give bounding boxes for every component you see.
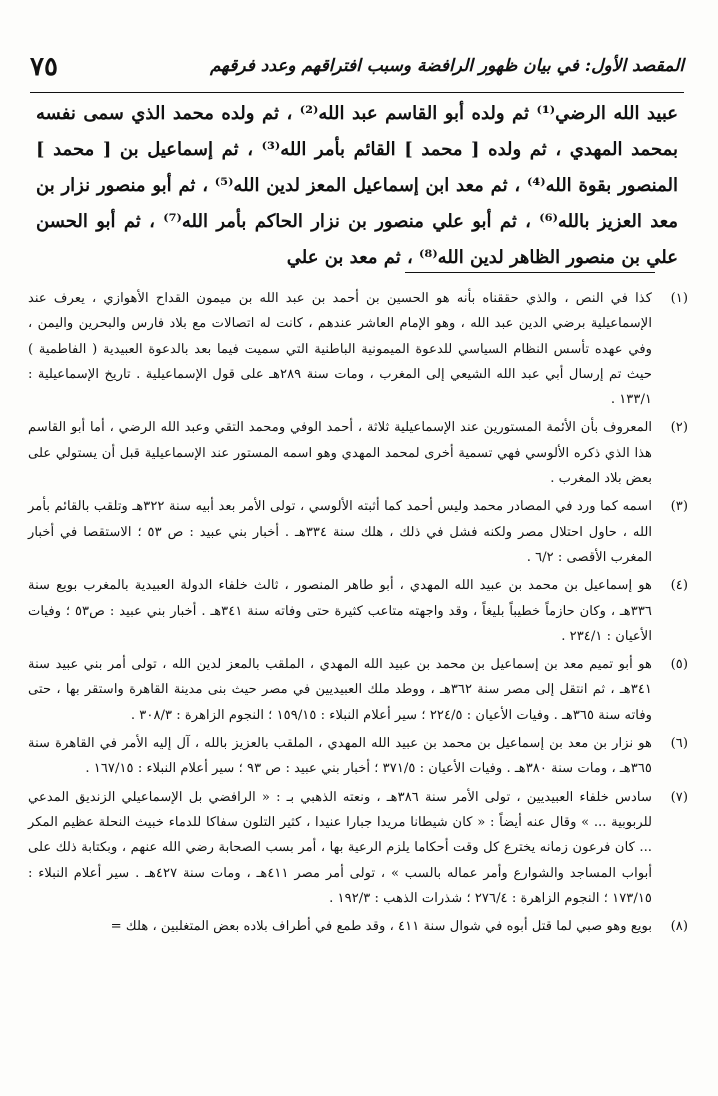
footnote-7 [28,785,690,911]
footnote-text: هو نزار بن معد بن إسماعيل بن محمد بن عبيد الله المهدي ، الملقب بالعزيز بالله ، آل إليه الأمر في القاهرة سنة ٣٦٥هـ ، ومات سنة ٣٨٠هـ . وفيات الأعيان : ٣٧١/٥ ؛ أخبار بني عبيد : ص ٩٣ ؛ سير أعلام النبلاء : ١٦٧/١٥ . [28,736,652,777]
page-header [30,52,684,92]
footnote-text: المعروف بأن الأئمة المستورين عند الإسماعيلية ثلاثة ، أحمد الوفي ومحمد التقي وعبد الله الرضي ، أما أبو القاسم هذا الذي ذكره الألوسي فهي تسمية أخرى لمحمد المهدي وهو اسمه المستور عند الإسماعيلية قبل أن يستولي على بعض بلاد المغرب . [28,420,652,487]
footnote-number: (٤) [670,578,688,594]
footnotes [28,286,690,942]
footnote-3 [28,494,690,570]
footnote-text: اسمه كما ورد في المصادر محمد وليس أحمد كما أثبته الألوسي ، تولى الأمر بعد أبيه سنة ٣٢٢هـ وتلقب بالقائم بأمر الله ، حاول احتلال مصر ولكنه فشل في ذلك ، هلك سنة ٣٣٤هـ . أخبار بني عبيد : ص ٥٣ ؛ الاستقصا في أخبار المغرب الأقصى : ٦/٢ . [28,499,652,565]
footnote-2 [28,415,690,491]
footnote-8 [28,914,690,939]
main-paragraph: عبيد الله الرضي⁽¹⁾ ثم ولده أبو القاسم عبد الله⁽²⁾ ، ثم ولده محمد الذي سمى نفسه بمحمد المهدي ، ثم ولده [ محمد ] القائم بأمر الله⁽³⁾ ، ثم إسماعيل بن [ محمد ] المنصور بقوة الله⁽⁴⁾ ، ثم معد ابن إسماعيل المعز لدين الله⁽⁵⁾ ، ثم أبو منصور نزار بن معد العزيز بالله⁽⁶⁾ ، ثم أبو علي منصور بن نزار الحاكم بأمر الله⁽⁷⁾ ، ثم أبو الحسن علي بن منصور الظاهر لدين الله⁽⁸⁾ ، ثم معد بن علي [36,103,679,268]
footnote-number: (٣) [670,499,688,515]
footnote-text: بويع وهو صبي لما قتل أبوه في شوال سنة ٤١١ ، وقد طمع في أطراف بلاده بعض المتغلبين ، هلك = [110,919,652,935]
footnote-text: هو أبو تميم معد بن إسماعيل بن محمد بن عبيد الله المهدي ، الملقب بالمعز لدين الله ، تولى أمر بني عبيد سنة ٣٤١هـ ، ثم انتقل إلى مصر سنة ٣٦٢هـ ، ووطد ملك العبيديين في مصر حيث بنى مدينة القاهرة واستقر بها ، حتى وفاته سنة ٣٦٥هـ . وفيات الأعيان : ٢٢٤/٥ ؛ سير أعلام النبلاء : ١٥٩/١٥ ؛ النجوم الزاهرة : ٣٠٨/٣ . [28,657,652,723]
footnote-number: (٢) [670,420,688,436]
footnote-text: كذا في النص ، والذي حققناه بأنه هو الحسين بن أحمد بن عبد الله بن ميمون القداح الأهوازي ، يعرف عند الإسماعيلية برضي الدين عبد الله ، وهو الإمام العاشر عندهم ، كانت له اتصالات مع بلاد فارس والبحرين واليمن ، وفي عهده تأسس النظام السياسي للدعوة الميمونية الباطنية التي سميت فيما بعد بالدعوة العبيدية ( الفاطمية ) حيث تم إرسال أبي عبد الله الشيعي إلى المغرب ، ومات سنة ٢٨٩هـ على قول الإسماعيلية . تاريخ الإسماعيلية : ١٣٣/١ . [28,291,652,408]
footnote-number: (٥) [670,657,688,673]
footnote-number: (٦) [670,736,688,752]
footnote-text: هو إسماعيل بن محمد بن عبيد الله المهدي ، أبو طاهر المنصور ، ثالث خلفاء الدولة العبيدية بالمغرب بويع سنة ٣٣٦هـ ، وكان حازماً خطيباً بليغاً ، وقد واجهته متاعب كثيرة حتى وفاته سنة ٣٤١هـ . أخبار بني عبيد : ص٥٣ ؛ وفيات الأعيان : ٢٣٤/١ . [28,578,652,644]
page-number: ٧٥ [30,52,58,82]
footnote-6 [28,731,690,782]
footnote-5 [28,652,690,728]
footnote-number: (٨) [670,919,688,935]
main-text-block [36,96,678,276]
footnote-separator [405,272,655,273]
footnote-text: سادس خلفاء العبيديين ، تولى الأمر سنة ٣٨٦هـ ، ونعته الذهبي بـ : « الرافضي بل الإسماعيلي الزنديق المدعي للربوبية ... » وقال عنه أيضاً : « كان شيطانا مريدا جبارا عنيدا ، كثير التلون سفاكا للدماء خبيث النحلة عظيم المكر ... كان فرعون زمانه يخترع كل وقت أحكاما يلزم الرعية بها ، أمر بسب الصحابة رضي الله عنهم ، وبكتابة ذلك على أبواب المساجد والشوارع وأمر عماله بالسب » ، تولى أمر مصر ٤١١هـ ، ومات سنة ٤٢٧هـ . سير أعلام النبلاء : ١٧٣/١٥ ؛ النجوم الزاهرة : ٢٧٦/٤ ؛ شذرات الذهب : ١٩٢/٣ . [28,789,652,906]
footnote-4 [28,573,690,649]
header-rule [30,92,684,93]
footnote-1 [28,286,690,412]
running-title: المقصد الأول: في بيان ظهور الرافضة وسبب افتراقهم وعدد فرقهم [210,56,684,76]
footnote-number: (٧) [670,789,688,805]
footnote-number: (١) [670,291,688,306]
